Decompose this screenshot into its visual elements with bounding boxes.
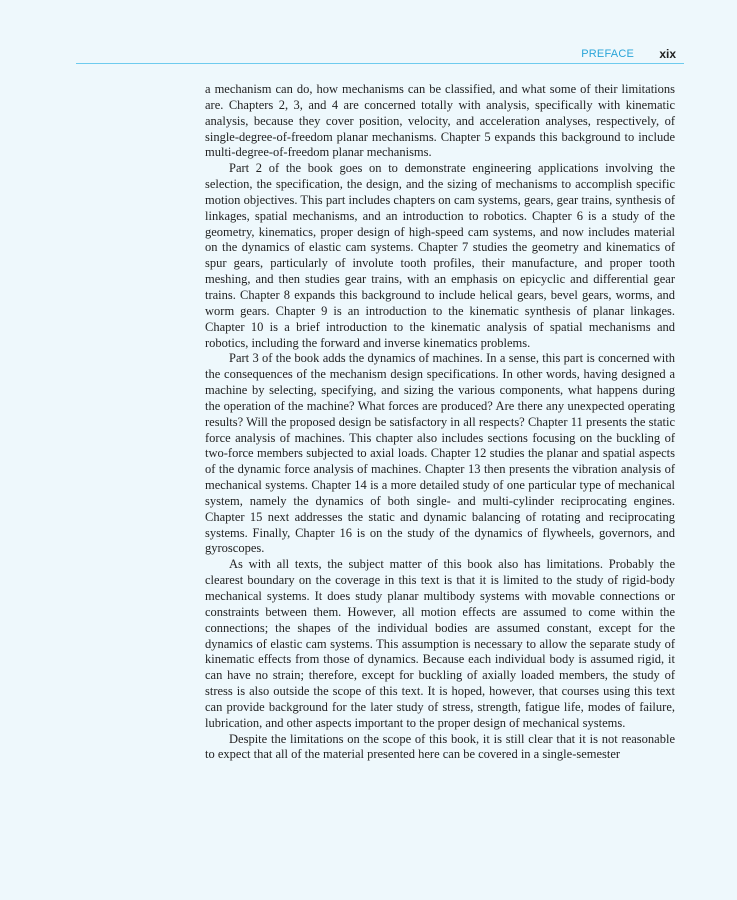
section-label: PREFACE [581,48,634,60]
body-text [205,82,675,763]
paragraph-2: Part 2 of the book goes on to demonstrate engineering applications involving the selection, the specification, the design, and the sizing of mechanisms to accomplish specific motion objectives. This part includes chapters on cam systems, gears, gear trains, synthesis of linkages, spatial mechanisms, and an introduction to robotics. Chapter 6 is a study of the geometry, kinematics, proper design of high-speed cam systems, and now includes material on the dynamics of elastic cam systems. Chapter 7 studies the geometry and kinematics of spur gears, particularly of involute tooth profiles, their manufacture, and proper tooth meshing, and then studies gear trains, with an emphasis on epicyclic and differential gear trains. Chapter 8 expands this background to include helical gears, bevel gears, worms, and worm gears. Chapter 9 is an introduction to the kinematic synthesis of planar linkages. Chapter 10 is a brief introduction to the kinematic analysis of spatial mechanisms and robotics, including the forward and inverse kinematics problems. [205,161,675,350]
paragraph-1: a mechanism can do, how mechanisms can be classified, and what some of their limitations are. Chapters 2, 3, and 4 are concerned totally with analysis, specifically with kinematic analysis, because they cover position, velocity, and acceleration analyses, respectively, of single-degree-of-freedom planar mechanisms. Chapter 5 expands this background to include multi-degree-of-freedom planar mechanisms. [205,82,675,160]
paragraph-5: Despite the limitations on the scope of this book, it is still clear that it is not reasonable to expect that all of the material presented here can be covered in a single-semester [205,731,675,762]
header-rule [76,63,684,64]
paragraph-3: Part 3 of the book adds the dynamics of machines. In a sense, this part is concerned with the consequences of the mechanism design specifications. In other words, having designed a machine by selecting, specifying, and sizing the various components, what happens during the operation of the machine? What forces are produced? Are there any unexpected operating results? Will the proposed design be satisfactory in all respects? Chapter 11 presents the static force analysis of machines. This chapter also includes sections focusing on the buckling of two-force members subjected to axial loads. Chapter 12 studies the planar and spatial aspects of the dynamic force analysis of machines. Chapter 13 then presents the vibration analysis of mechanical systems. Chapter 14 is a more detailed study of one particular type of mechanical system, namely the dynamics of both single- and multi-cylinder reciprocating engines. Chapter 15 next addresses the static and dynamic balancing of rotating and reciprocating systems. Finally, Chapter 16 is on the study of the dynamics of flywheels, governors, and gyroscopes. [205,351,675,556]
running-header [0,46,737,64]
paragraph-4: As with all texts, the subject matter of this book also has limitations. Probably the clearest boundary on the coverage in this text is that it is limited to the study of rigid-body mechanical systems. It does study planar multibody systems with movable connections or constraints between them. However, all motion effects are assumed to come within the connections; the shapes of the individual bodies are assumed constant, except for the dynamics of elastic cam systems. This assumption is necessary to allow the separate study of kinematic effects from those of dynamics. Because each individual body is assumed rigid, it can have no strain; therefore, except for buckling of axially loaded members, the study of stress is also outside the scope of this text. It is hoped, however, that courses using this text can provide background for the later study of stress, strength, fatigue life, modes of failure, lubrication, and other aspects important to the proper design of mechanical systems. [205,557,675,730]
page-number: xix [659,47,676,61]
